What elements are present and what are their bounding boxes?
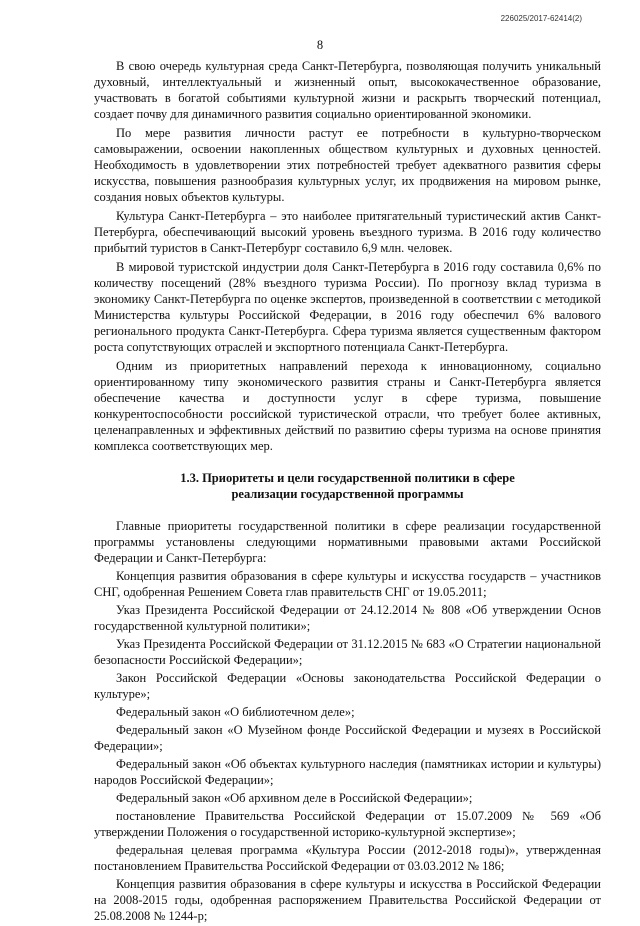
section-heading-line-1: 1.3. Приоритеты и цели государственной политики в сфере bbox=[180, 471, 515, 485]
section-heading bbox=[94, 470, 601, 502]
list-item: Закон Российской Федерации «Основы законодательства Российской Федерации о культуре»; bbox=[94, 671, 601, 701]
list-item: Указ Президента Российской Федерации от 31.12.2015 № 683 «О Стратегии национальной безопасности Российской Федерации»; bbox=[94, 637, 601, 667]
paragraph: Культура Санкт-Петербурга – это наиболее притягательный туристический актив Санкт-Петербурга, обеспечивающий высокий уровень въездного туризма. В 2016 году количество прибытий туристов в Санкт-Петербург составило 6,9 млн. человек. bbox=[94, 209, 601, 255]
page-number: 8 bbox=[316, 38, 324, 52]
list-item: Федеральный закон «Об объектах культурного наследия (памятниках истории и культуры) народов Российской Федерации»; bbox=[94, 757, 601, 787]
list-item: Указ Президента Российской Федерации от 24.12.2014 № 808 «Об утверждении Основ государственной культурной политики»; bbox=[94, 603, 601, 633]
list-item: Концепция развития образования в сфере культуры и искусства в Российской Федерации на 2008-2015 годы, одобренная распоряжением Правительства Российской Федерации от 25.08.2008 № 1244-р; bbox=[94, 877, 601, 923]
page-body bbox=[94, 58, 601, 926]
list-item: Федеральный закон «О Музейном фонде Российской Федерации и музеях в Российской Федерации»; bbox=[94, 723, 601, 753]
paragraph: В мировой туристской индустрии доля Санкт-Петербурга в 2016 году составила 0,6% по количеству посещений (28% въездного туризма России). По прогнозу вклад туризма в экономику Санкт-Петербурга по оценке экспертов, произведенной в соответствии с методикой Министерства культуры Российской Федерации, в 2016 году обеспечил 6% валового регионального продукта Санкт-Петербурга. Сфера туризма является существенным фактором роста сопутствующих отраслей и экспортного потенциала Санкт-Петербурга. bbox=[94, 260, 601, 354]
list-item: Концепция развития образования в сфере культуры и искусства государств – участников СНГ, одобренная Решением Совета глав правительств СНГ от 19.05.2011; bbox=[94, 569, 601, 599]
section-heading-line-2: реализации государственной программы bbox=[231, 487, 464, 501]
list-item: Федеральный закон «Об архивном деле в Российской Федерации»; bbox=[116, 791, 473, 805]
list-item: постановление Правительства Российской Федерации от 15.07.2009 № 569 «Об утверждении Положения о государственной историко-культурной экспертизе»; bbox=[94, 809, 601, 839]
paragraph: Главные приоритеты государственной политики в сфере реализации государственной программы установлены следующими нормативными правовыми актами Российской Федерации и Санкт-Петербурга: bbox=[94, 519, 601, 565]
paragraph: По мере развития личности растут ее потребности в культурно-творческом самовыражении, освоении накопленных обществом культурных и духовных ценностей. Необходимость в удовлетворении этих потребностей требует адекватного развития сферы искусства, повышения разнообразия культурных услуг, их продвижения на мировом рынке, создания новых объектов культуры. bbox=[94, 126, 601, 204]
document-id: 226025/2017-62414(2) bbox=[500, 14, 582, 23]
list-item: Федеральный закон «О библиотечном деле»; bbox=[116, 705, 355, 719]
paragraph: Одним из приоритетных направлений перехода к инновационному, социально ориентированному типу экономического развития страны и Санкт-Петербурга является обеспечение качества и доступности услуг в сфере туризма, повышение конкурентоспособности российской туристической отрасли, что требует более активных, целенаправленных и эффективных действий по развитию сферы туризма на основе принятия комплекса соответствующих мер. bbox=[94, 359, 601, 453]
list-item: федеральная целевая программа «Культура России (2012-2018 годы)», утвержденная постановлением Правительства Российской Федерации от 03.03.2012 № 186; bbox=[94, 843, 601, 873]
paragraph: В свою очередь культурная среда Санкт-Петербурга, позволяющая получить уникальный духовный, интеллектуальный и жизненный опыт, высококачественное образование, участвовать в богатой событиями культурной жизни и раскрыть творческий потенциал, создает почву для динамичного развития социально ориентированной экономики. bbox=[94, 59, 601, 121]
